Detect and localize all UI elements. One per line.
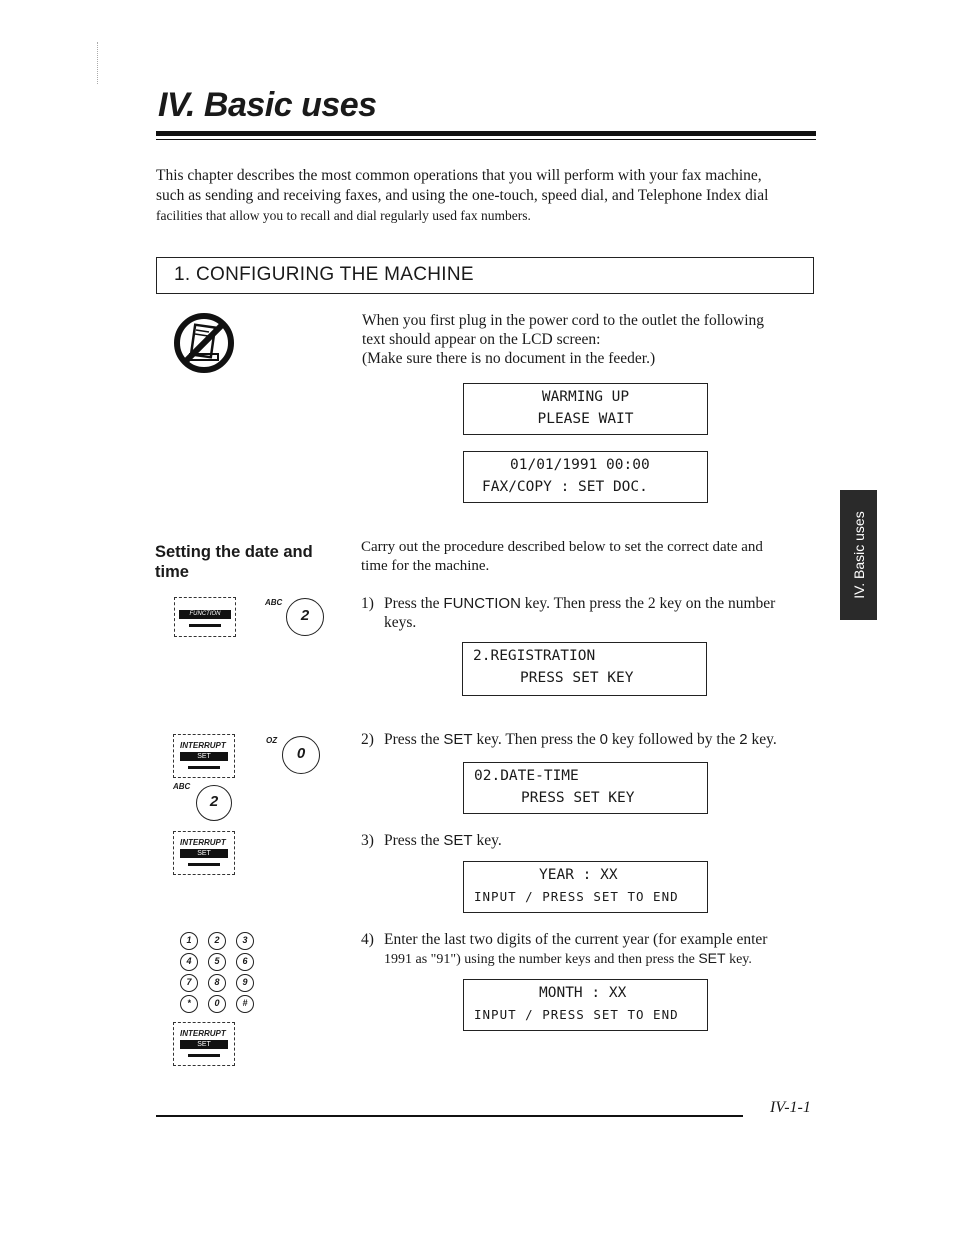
lcd-line: PRESS SET KEY [521,790,635,806]
set-key-label: SET [180,752,228,761]
subsection-heading [155,542,345,582]
step-text-part: key. [472,832,502,849]
set-key-ref: SET [698,950,726,966]
number-key-2: 2 [196,785,232,821]
function-key-illustration [174,597,236,637]
step-text-part: key. Then press the 2 key on the number [520,595,776,612]
lcd-line: FAX/COPY : SET DOC. [482,479,648,495]
side-tab-label: IV. Basic uses [850,511,867,599]
step-text [384,831,502,850]
keypad-key-5: 5 [208,953,226,971]
set-key-ref: SET [443,832,473,849]
number-key-2: 2 [286,598,324,636]
section-intro [362,311,818,368]
step-text [384,594,775,632]
keypad-key-9: 9 [236,974,254,992]
step-text [384,930,767,969]
step-text-part: Press the [384,595,444,612]
step-text-part: Press the [384,731,444,748]
lcd-line: PLEASE WAIT [537,411,634,427]
chapter-side-tab [840,490,877,620]
number-key-0: 0 [282,736,320,774]
lcd-date-time [463,762,708,814]
subsection-intro [361,538,817,576]
set-key-illustration [173,1022,235,1066]
step-3 [361,831,817,851]
lcd-year [463,861,708,913]
page-number: IV-1-1 [770,1099,811,1116]
section-para-1: When you first plug in the power cord to the outlet the following [362,312,765,329]
section-title: 1. CONFIGURING THE MACHINE [174,264,474,285]
no-document-icon [172,312,236,374]
intro-line-1: This chapter describes the most common operations that you will perform with your fax machine, [156,167,762,184]
lcd-line: WARMING UP [541,389,630,405]
step-text-part: Enter the last two digits of the current year (for example enter [384,931,768,948]
abc-label: ABC [265,598,283,607]
step-text-part: key. [725,952,752,967]
set-key-label: SET [180,1040,228,1049]
lcd-line: 02.DATE-TIME [474,768,579,784]
step-4 [361,930,817,970]
function-key-label: FUNCTION [179,610,231,619]
lcd-line: YEAR : XX [539,867,618,883]
intro-paragraph [156,166,818,226]
abc-label: ABC [173,782,191,791]
keypad-key-0: 0 [208,995,226,1013]
step-number: 2) [361,731,374,748]
section-para-3: (Make sure there is no document in the feeder.) [362,350,656,367]
step-text [384,730,777,749]
lcd-line: 2.REGISTRATION [473,648,596,664]
key-dash [188,1054,220,1057]
keypad-key-4: 4 [180,953,198,971]
subsection-intro-1: Carry out the procedure described below to set the correct date and [361,539,763,555]
key-dash [188,766,220,769]
lcd-warming-up [463,383,708,435]
number-keypad [180,932,260,1016]
lcd-line: 01/01/1991 00:00 [510,457,650,473]
subsection-heading-line-2: time [155,563,189,581]
keypad-key-8: 8 [208,974,226,992]
step-number: 3) [361,832,374,849]
step-2 [361,730,817,750]
keypad-key-2: 2 [208,932,226,950]
keypad-key-1: 1 [180,932,198,950]
keypad-key-6: 6 [236,953,254,971]
set-key-label: SET [180,849,228,858]
interrupt-label: INTERRUPT [180,1029,226,1038]
set-key-illustration [173,734,235,778]
step-1 [361,594,817,634]
step-number: 4) [361,931,374,948]
intro-line-3: facilities that allow you to recall and dial regularly used fax numbers. [156,208,531,223]
subsection-intro-2: time for the machine. [361,558,490,574]
lcd-month [463,979,708,1031]
footer-rule [156,1115,743,1117]
chapter-title: IV. Basic uses [158,86,377,124]
lcd-line: INPUT / PRESS SET TO END [474,889,679,904]
two-key-ref: 2 [739,731,748,748]
step-text-part: key followed by the [607,731,740,748]
section-para-2: text should appear on the LCD screen: [362,331,601,348]
step-text-part: key. [747,731,777,748]
title-rule-thick [156,131,816,136]
set-key-ref: SET [443,731,473,748]
step-text-part: Press the [384,832,444,849]
lcd-date-display [463,451,708,503]
lcd-line: MONTH : XX [539,985,627,1001]
zero-key-ref: 0 [599,731,608,748]
key-dash [188,863,220,866]
oz-label: OZ [266,736,278,745]
step-text-part: keys. [384,614,417,631]
step-text-part: 1991 as "91") using the number keys and then press the [384,952,699,967]
lcd-line: PRESS SET KEY [520,670,634,686]
keypad-key-7: 7 [180,974,198,992]
interrupt-label: INTERRUPT [180,741,226,750]
intro-line-2: such as sending and receiving faxes, and using the one-touch, speed dial, and Telephone Index dial [156,187,769,204]
key-dash [189,624,221,627]
step-text-part: key. Then press the [472,731,600,748]
keypad-key-*: * [180,995,198,1013]
interrupt-label: INTERRUPT [180,838,226,847]
subsection-heading-line-1: Setting the date and [155,543,313,561]
margin-mark [97,42,99,84]
function-key-ref: FUNCTION [443,595,521,612]
title-rule-thin [156,139,816,140]
step-number: 1) [361,595,374,612]
keypad-key-3: 3 [236,932,254,950]
lcd-line: INPUT / PRESS SET TO END [474,1007,679,1022]
set-key-illustration [173,831,235,875]
lcd-registration [462,642,707,696]
keypad-key-#: # [236,995,254,1013]
